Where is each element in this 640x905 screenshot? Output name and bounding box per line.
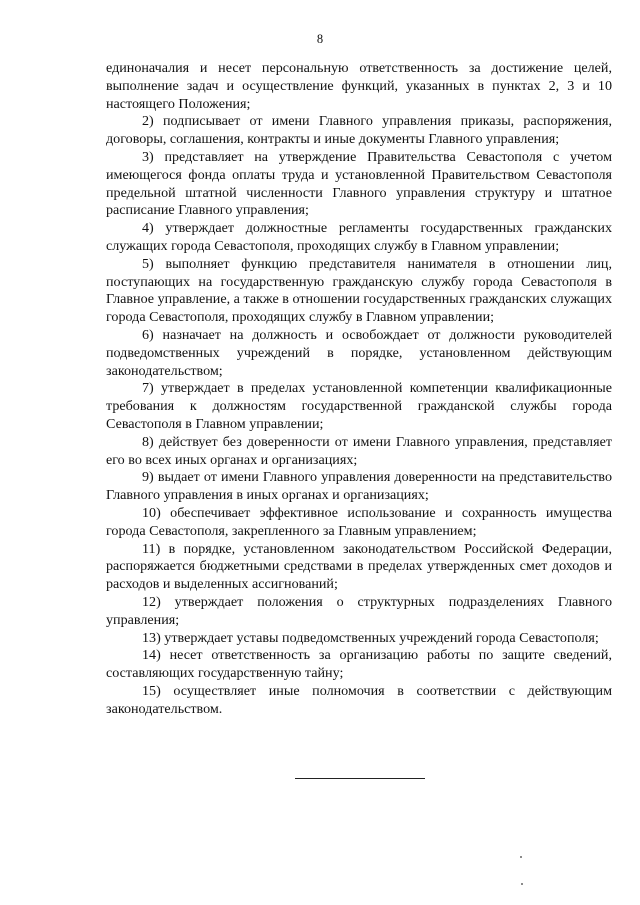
paragraph-item-3: 3) представляет на утверждение Правительства Севастополя с учетом имеющегося фонда оплаты труда и установленной Правительством Севастополя предельной штатной численности Главного управления структуру и штатное расписание Главного управления;	[106, 148, 612, 219]
page-number: 8	[316, 32, 324, 46]
paragraph-item-8: 8) действует без доверенности от имени Главного управления, представляет его во всех иных органах и организациях;	[106, 433, 612, 468]
paragraph-item-5: 5) выполняет функцию представителя нанимателя в отношении лиц, поступающих на государственную гражданскую службу города Севастополя в Главное управление, а также в отношении государственных гражданских служащих города Севастополя, проходящих службу в Главном управлении;	[106, 255, 612, 326]
paragraph-item-12: 12) утверждает положения о структурных подразделениях Главного управления;	[106, 593, 612, 628]
paragraph-item-15: 15) осуществляет иные полномочия в соответствии с действующим законодательством.	[106, 682, 612, 717]
paragraph-item-13: 13) утверждает уставы подведомственных учреждений города Севастополя;	[142, 629, 599, 646]
paragraph-item-14: 14) несет ответственность за организацию работы по защите сведений, составляющих государственную тайну;	[106, 647, 612, 682]
paragraph-item-4: 4) утверждает должностные регламенты государственных гражданских служащих города Севастополя, проходящих службу в Главном управлении;	[106, 220, 612, 254]
scan-speck	[520, 856, 522, 858]
scan-speck	[521, 883, 523, 885]
paragraph-item-11: 11) в порядке, установленном законодательством Российской Федерации, распоряжается бюджетными средствами в пределах утвержденных смет доходов и расходов и выделенных ассигнований;	[106, 540, 612, 593]
paragraph-item-9: 9) выдает от имени Главного управления доверенности на представительство Главного управления в иных органах и организациях;	[106, 469, 612, 504]
document-body	[106, 60, 612, 718]
paragraph-item-7: 7) утверждает в пределах установленной компетенции квалификационные требования к должностям государственной гражданской службы города Севастополя в Главном управлении;	[106, 380, 612, 432]
paragraph-item-2: 2) подписывает от имени Главного управления приказы, распоряжения, договоры, соглашения, контракты и иные документы Главного управления;	[106, 113, 612, 148]
end-divider-line	[295, 778, 425, 779]
paragraph-item-10: 10) обеспечивает эффективное использование и сохранность имущества города Севастополя, закрепленного за Главным управлением;	[106, 504, 612, 539]
paragraph-item-6: 6) назначает на должность и освобождает от должности руководителей подведомственных учреждений в порядке, установленном действующим законодательством;	[106, 326, 612, 379]
paragraph-continuation: единоначалия и несет персональную ответственность за достижение целей, выполнение задач и осуществление функций, указанных в пунктах 2, 3 и 10 настоящего Положения;	[106, 60, 612, 112]
